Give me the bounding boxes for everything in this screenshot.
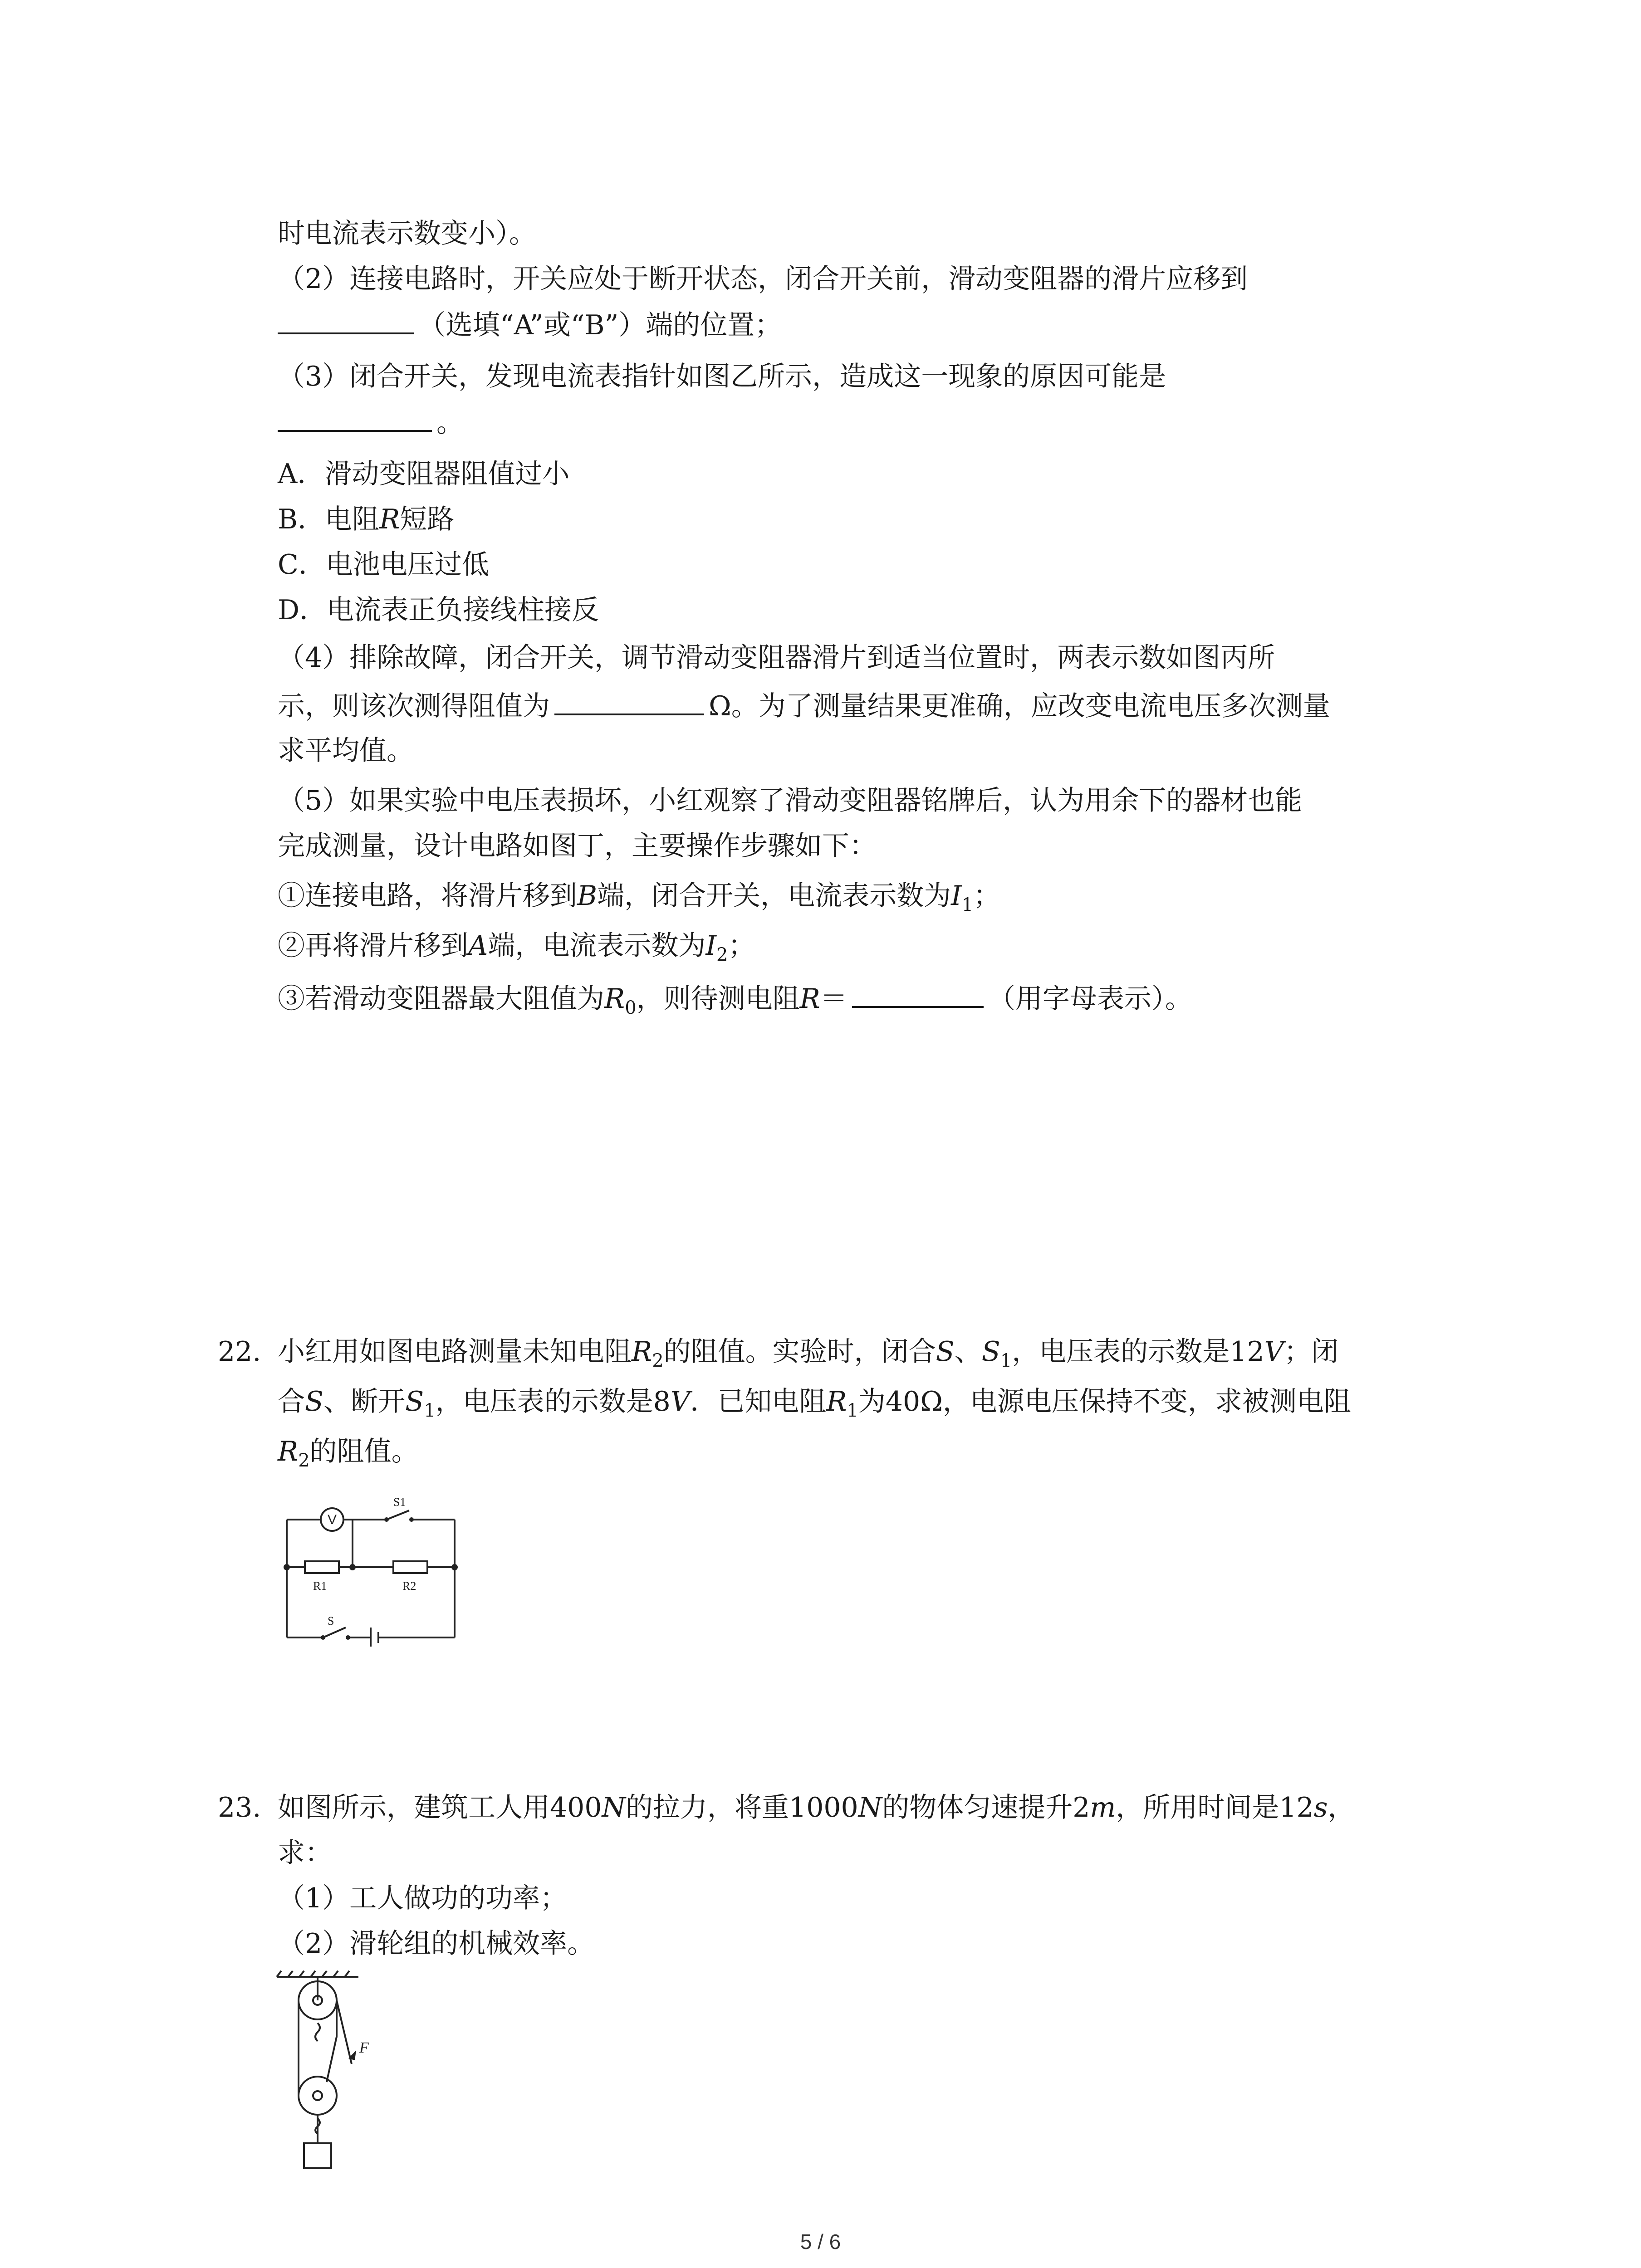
resistor-r1-label: R1 [313, 1579, 327, 1593]
option-b: B．电阻R短路 [278, 503, 455, 535]
q22-line-2: 合S、断开$S_1$，电压表的示数是8V．已知电阻$R_1$为40Ω，电源电压保持不变，求被测电阻 [278, 1386, 1351, 1421]
answer-blank[interactable] [278, 306, 414, 334]
resistor-r2-label: R2 [402, 1579, 416, 1593]
step-1: ①连接电路，将滑片移到B端，闭合开关，电流表示数为$I_1$； [278, 880, 1001, 915]
q23-part2: （2）滑轮组的机械效率。 [278, 1928, 595, 1960]
q21-part4-line-1: （4）排除故障，闭合开关，调节滑动变阻器滑片到适当位置时，两表示数如图丙所 [278, 642, 1275, 674]
answer-blank[interactable] [278, 404, 432, 432]
option-c: C．电池电压过低 [278, 549, 489, 581]
switch-s-label: S [328, 1614, 334, 1628]
circuit-diagram [278, 1492, 468, 1647]
step-2: ②再将滑片移到A端，电流表示数为$I_2$； [278, 930, 755, 965]
voltmeter-label: V [327, 1512, 337, 1527]
answer-blank[interactable] [852, 980, 984, 1008]
pulley-diagram [272, 1969, 390, 2177]
answer-blank[interactable] [554, 687, 704, 715]
q21-part3-blank-line: 。 [278, 404, 464, 441]
q21-part2-line: （2）连接电路时，开关应处于断开状态，闭合开关前，滑动变阻器的滑片应移到 [278, 263, 1248, 295]
option-a: A．滑动变阻器阻值过小 [278, 458, 570, 490]
q21-part3-line: （3）闭合开关，发现电流表指针如图乙所示，造成这一现象的原因可能是 [278, 361, 1166, 392]
q22-line-3: $R_2$的阻值。 [278, 1436, 419, 1471]
q23-line-1: 如图所示，建筑工人用400N的拉力，将重1000N的物体匀速提升2m，所用时间是12s， [278, 1792, 1355, 1823]
q21-part4-line-3: 求平均值。 [278, 735, 414, 767]
page-number: 5 / 6 [800, 2230, 841, 2253]
q23-line-2: 求： [278, 1837, 332, 1869]
q23-part1: （1）工人做功的功率； [278, 1882, 568, 1914]
q22-number: 22. [218, 1336, 261, 1368]
q23-number: 23. [218, 1792, 261, 1823]
step-3: ③若滑动变阻器最大阻值为$R_0$，则待测电阻R＝ （用字母表示）。 [278, 980, 1192, 1026]
q21-part4-line-2: 示，则该次测得阻值为 Ω。为了测量结果更准确，应改变电流电压多次测量 [278, 687, 1330, 724]
q21-line-1: 时电流表示数变小）。 [278, 218, 536, 249]
q21-part5-line-2: 完成测量，设计电路如图丁，主要操作步骤如下： [278, 830, 877, 862]
option-d: D．电流表正负接线柱接反 [278, 594, 599, 626]
q22-line-1: 小红用如图电路测量未知电阻$R_2$的阻值。实验时，闭合S、$S_1$，电压表的示数是12V；闭 [278, 1336, 1339, 1371]
q21-part2-blank-line: （选填“A”或“B”）端的位置； [278, 306, 782, 343]
q21-part5-line-1: （5）如果实验中电压表损坏，小红观察了滑动变阻器铭牌后，认为用余下的器材也能 [278, 785, 1303, 816]
switch-s1-label: S1 [393, 1496, 406, 1509]
force-label: F [359, 2039, 369, 2056]
